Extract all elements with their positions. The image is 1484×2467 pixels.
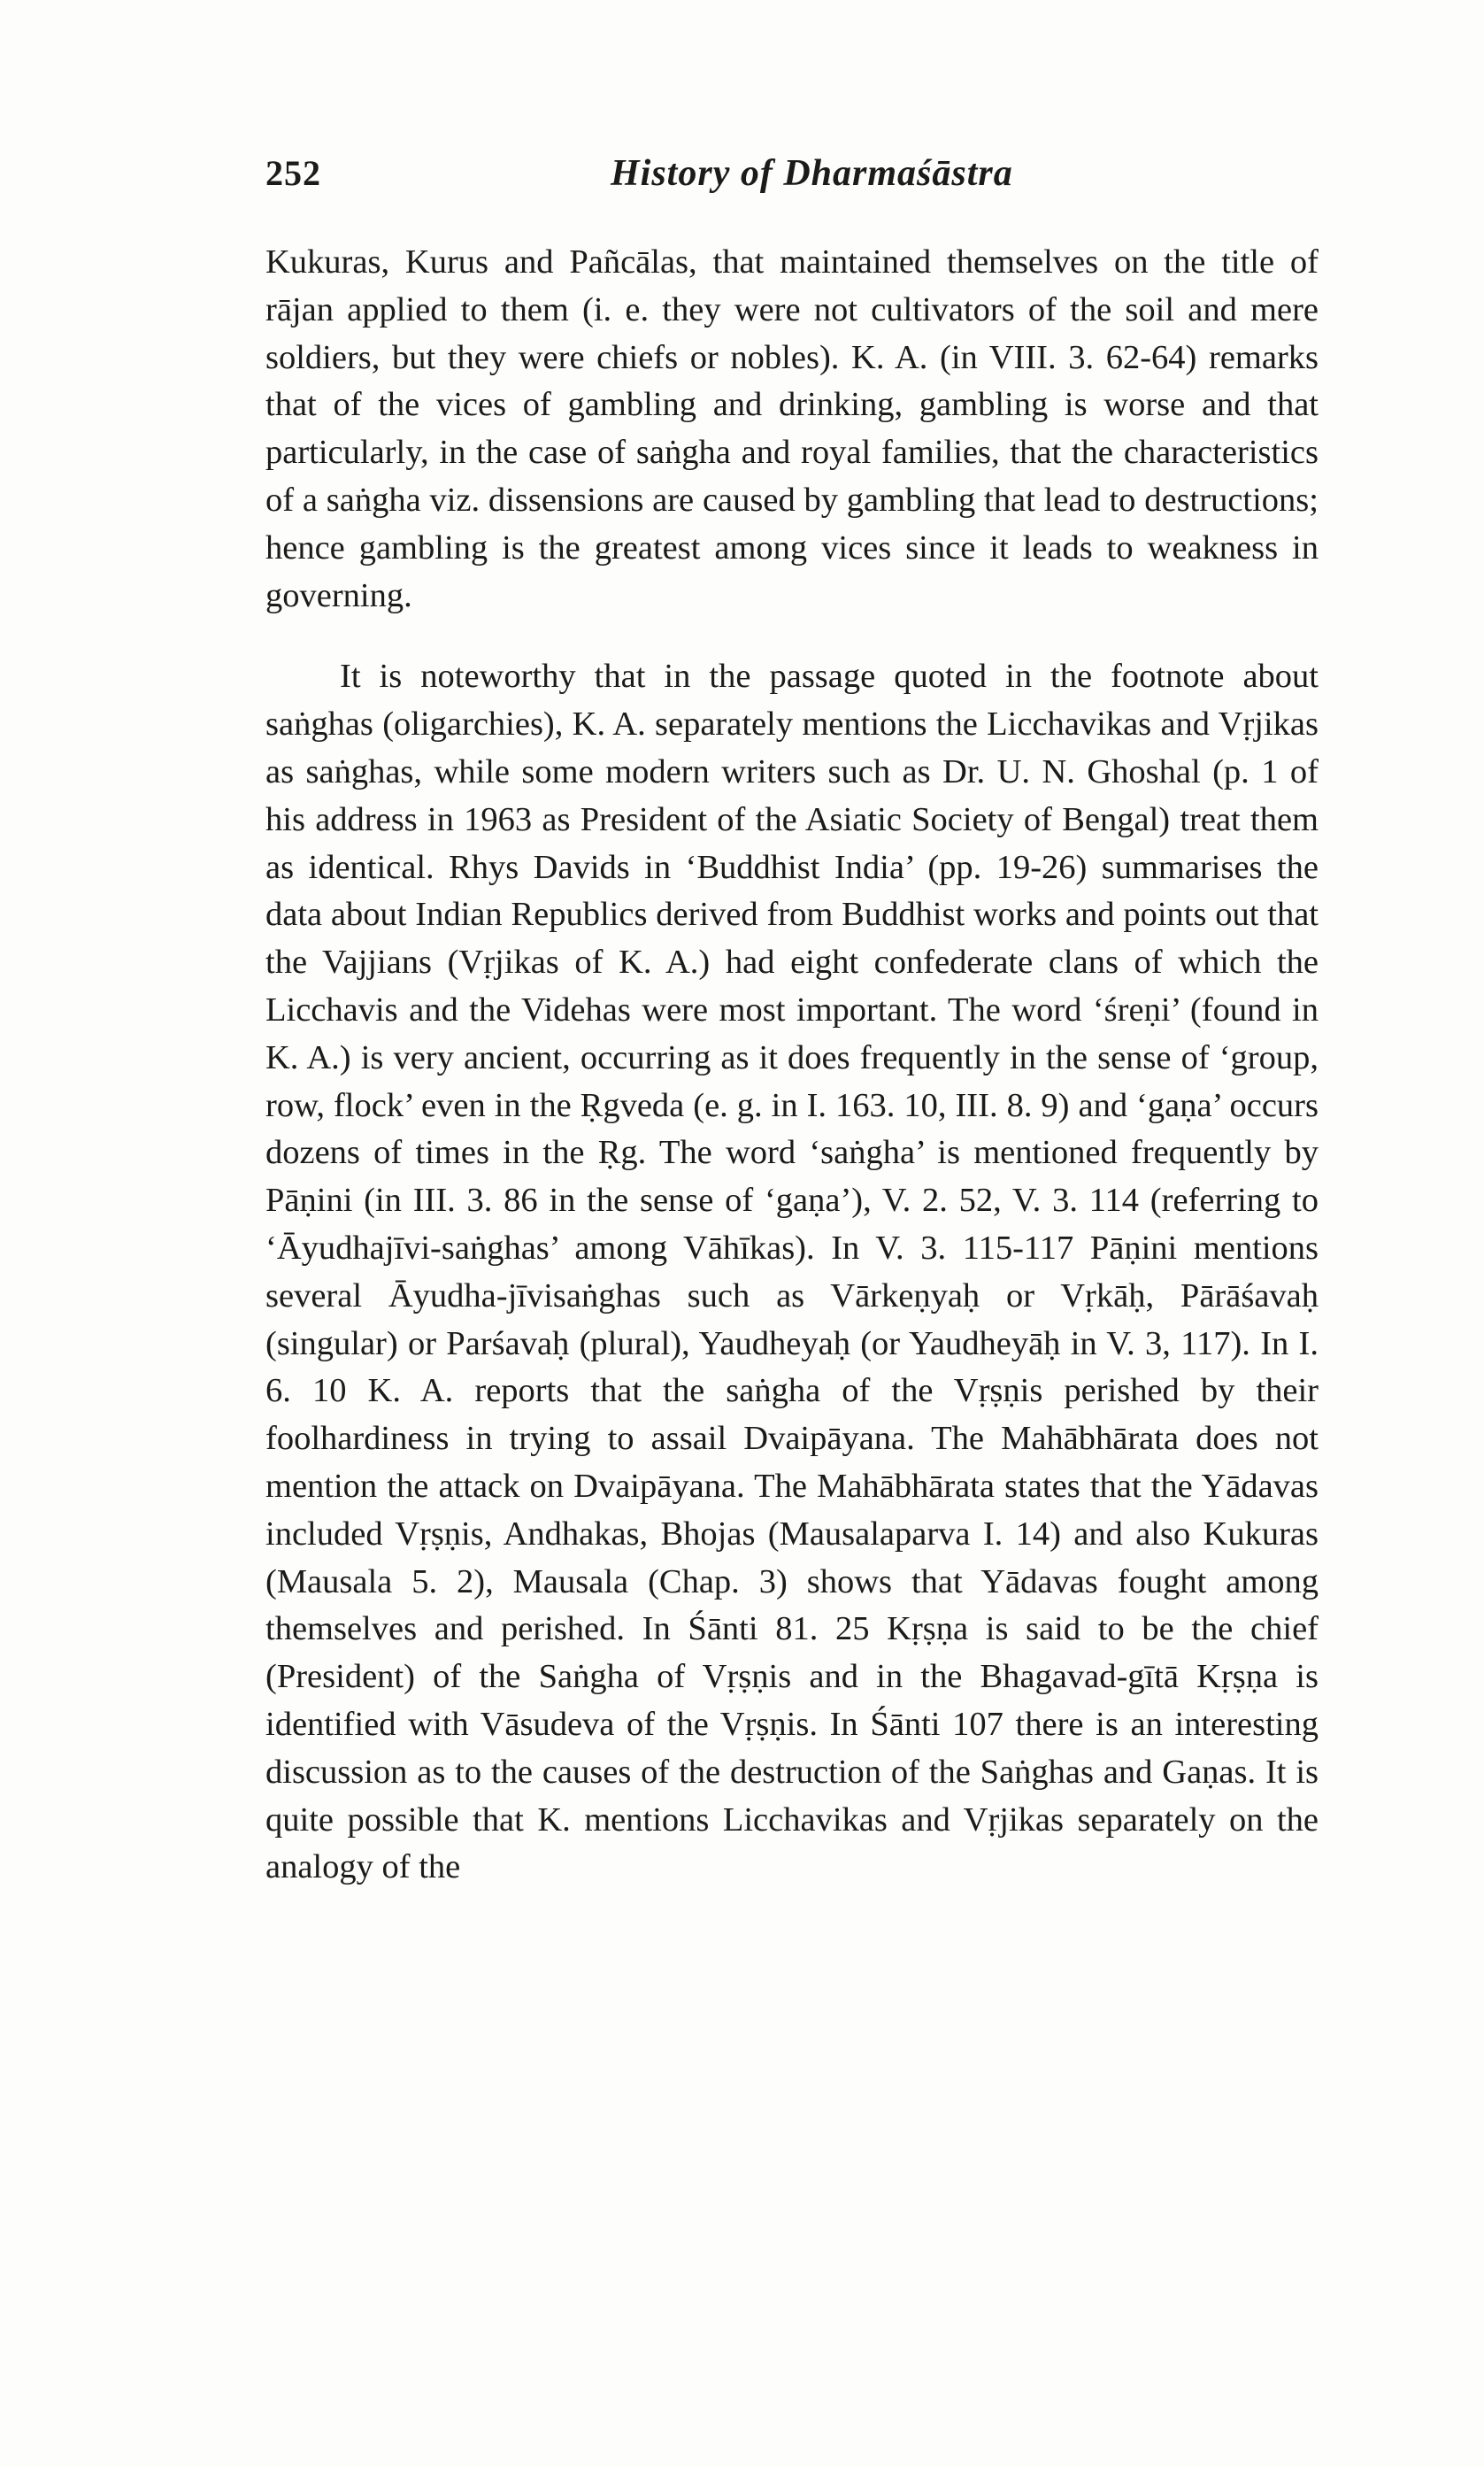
- paragraph-2: It is noteworthy that in the passage quoted in the footnote about saṅghas (oligarchies), K. A. separately mentions the Licchavikas and Vṛjikas as saṅghas, while some modern writers such as Dr. U. N. Ghoshal (p. 1 of his address in 1963 as President of the Asiatic Society of Bengal) treat them as identical. Rhys Davids in ‘Buddhist India’ (pp. 19-26) summarises the data about Indian Republics derived from Buddhist works and points out that the Vajjians (Vṛjikas of K. A.) had eight confederate clans of which the Licchavis and the Videhas were most important. The word ‘śreṇi’ (found in K. A.) is very ancient, occurring as it does frequently in the sense of ‘group, row, flock’ even in the Ṛgveda (e. g. in I. 163. 10, III. 8. 9) and ‘gaṇa’ occurs dozens of times in the Ṛg. The word ‘saṅgha’ is mentioned frequently by Pāṇini (in III. 3. 86 in the sense of ‘gaṇa’), V. 2. 52, V. 3. 114 (referring to ‘Āyudhajīvi-saṅghas’ among Vāhīkas). In V. 3. 115-117 Pāṇini mentions several Āyudha-jīvisaṅghas such as Vārkeṇyaḥ or Vṛkāḥ, Pārāśavaḥ (singular) or Parśavaḥ (plural), Yaudheyaḥ (or Yaudheyāḥ in V. 3, 117). In I. 6. 10 K. A. reports that the saṅgha of the Vṛṣṇis perished by their foolhardiness in trying to assail Dvaipāyana. The Mahābhārata does not mention the attack on Dvaipāyana. The Mahābhārata states that the Yādavas included Vṛṣṇis, Andhakas, Bhojas (Mausalaparva I. 14) and also Kukuras (Mausala 5. 2), Mausala (Chap. 3) shows that Yādavas fought among themselves and perished. In Śānti 81. 25 Kṛṣṇa is said to be the chief (President) of the Saṅgha of Vṛṣṇis and in the Bhagavad-gītā Kṛṣṇa is identified with Vāsudeva of the Vṛṣṇis. In Śānti 107 there is an interesting discussion as to the causes of the destruction of the Saṅghas and Gaṇas. It is quite possible that K. mentions Licchavikas and Vṛjikas separately on the analogy of the: [265, 658, 1319, 1886]
- paragraph-1: Kukuras, Kurus and Pañcālas, that maintained themselves on the title of rājan applied to them (i. e. they were not cultivators of the soil and mere soldiers, but they were chiefs or nobles). K. A. (in VIII. 3. 62-64) remarks that of the vices of gambling and drinking, gambling is worse and that particularly, in the case of saṅgha and royal families, that the characteristics of a saṅgha viz. dissensions are caused by gambling that lead to destructions; hence gambling is the greatest among vices since it leads to weakness in governing.: [265, 243, 1319, 614]
- page-number: 252: [265, 153, 321, 193]
- page-body: [265, 239, 1319, 1892]
- running-title: History of Dharmaśāstra: [611, 153, 1013, 194]
- page-header: [265, 152, 1310, 205]
